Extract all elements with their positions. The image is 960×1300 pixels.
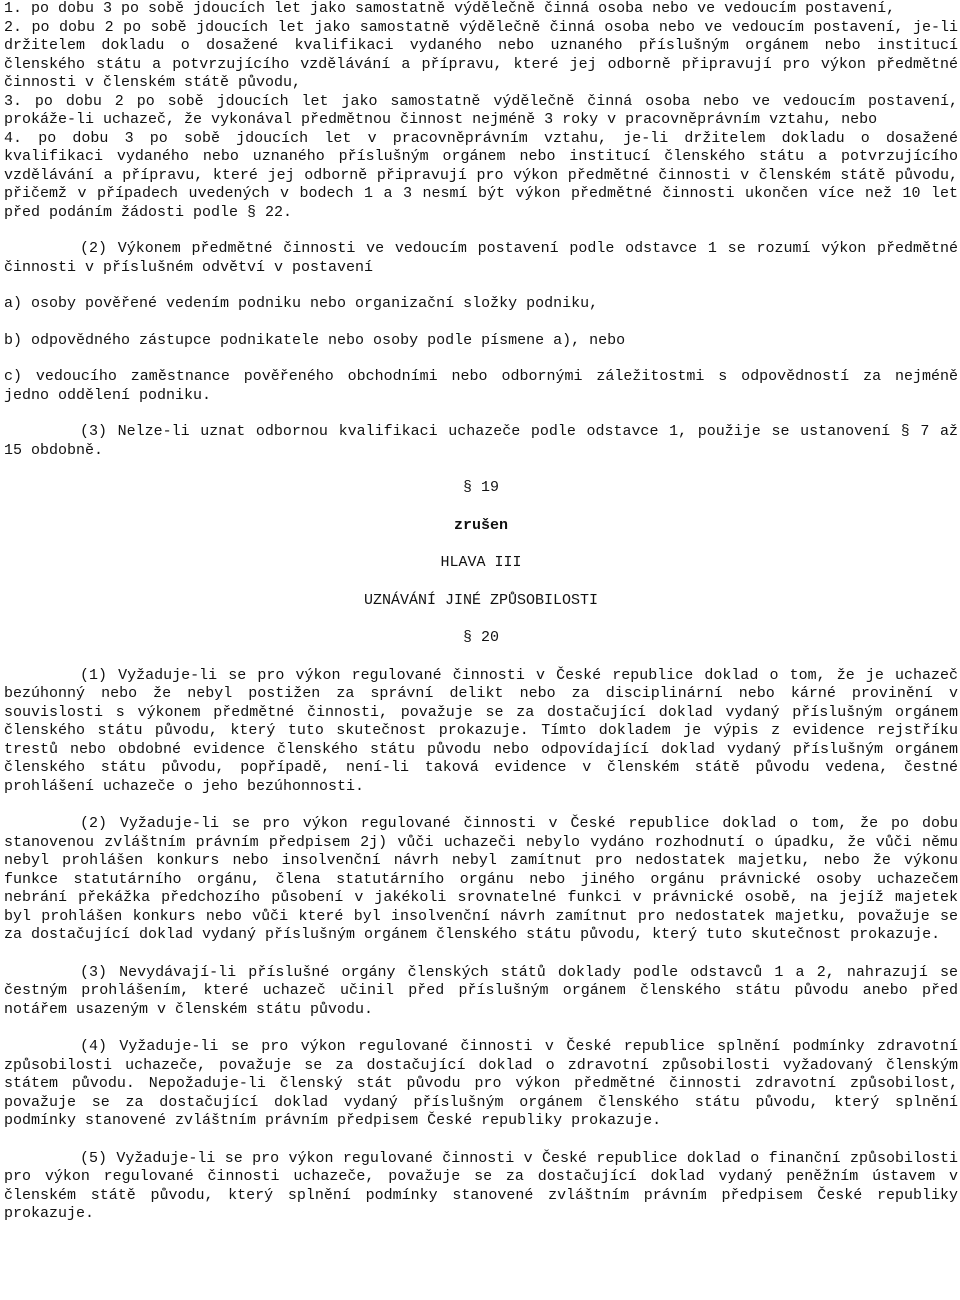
section-20-heading: § 20 — [462, 629, 499, 646]
list-item: 1. po dobu 3 po sobě jdoucích let jako samostatně výdělečně činná osoba nebo ve vedoucím postavení, — [4, 0, 896, 17]
section-18-paragraph-3: (3) Nelze-li uznat odbornou kvalifikaci uchazeče podle odstavce 1, použije se ustanovení § 7 až 15 obdobně. — [4, 423, 958, 459]
section-18-paragraph-2: (2) Výkonem předmětné činnosti ve vedoucím postavení podle odstavce 1 se rozumí výkon předmětné činnosti v příslušném odvětví v postavení — [4, 240, 958, 276]
part-heading: HLAVA III — [440, 554, 522, 571]
section-20-paragraph-4: (4) Vyžaduje-li se pro výkon regulované činnosti v České republice splnění podmínky zdravotní způsobilosti uchazeče, považuje se za dostačující doklad o zdravotní způsobilosti vyžadovaný členským státem původu. Nepožaduje-li členský stát původu pro výkon předmětné činnosti zdravotní způsobilost, považuje se za dostačující doklad vydaný příslušným orgánem členského státu původu, který splnění podmínky stanovené zvláštním právním předpisem České republiky prokazuje. — [4, 1038, 958, 1129]
section-18-item-b: b) odpovědného zástupce podnikatele nebo osoby podle písmene a), nebo — [4, 331, 626, 349]
list-item: 3. po dobu 2 po sobě jdoucích let jako samostatně výdělečně činná osoba nebo ve vedoucím postavení, prokáže-li uchazeč, že vykonával předmětnou činnost nejméně 3 roky v pracovněprávním vztahu, nebo — [4, 92, 958, 128]
document-page — [4, 0, 958, 1224]
section-20-paragraph-5: (5) Vyžaduje-li se pro výkon regulované činnosti v České republice doklad o finanční způsobilosti pro výkon regulované činnosti uchazeče, považuje se za dostačující doklad vydaný peněžním ústavem v členském státě původu, který splnění podmínky stanovené zvláštním právním předpisem České republiky prokazuje. — [4, 1149, 958, 1222]
section-18-list — [4, 0, 958, 222]
section-20-paragraph-3: (3) Nevydávají-li příslušné orgány členských států doklady podle odstavců 1 a 2, nahrazují se čestným prohlášením, které uchazeč učinil před příslušným orgánem členského státu původu anebo před notářem usazeným v členském státu původu. — [4, 963, 958, 1018]
section-19-heading: § 19 — [462, 479, 499, 496]
section-20-paragraph-2: (2) Vyžaduje-li se pro výkon regulované činnosti v České republice doklad o tom, že po dobu stanovenou zvláštním právním předpisem 2j) vůči uchazeči nebylo vydáno rozhodnutí o úpadku, že vůči němu nebyl prohlášen konkurs nebo insolvenční návrh nebyl zamítnut pro nedostatek majetku, nebo že výkonu funkce statutárního orgánu, člena statutárního orgánu nebo jiného orgánu právnické osoby uchazečem nebrání překážka předchozího působení v jakékoli srovnatelné funkci v právnické osobě, na jejíž majetek byl prohlášen konkurs nebo vůči které byl insolvenční návrh zamítnut pro nedostatek majetku, považuje se za dostačující doklad vydaný příslušným orgánem členského státu původu, který tuto skutečnost prokazuje. — [4, 815, 958, 943]
list-item: 2. po dobu 2 po sobě jdoucích let jako samostatně výdělečně činná osoba nebo ve vedoucím postavení, je-li držitelem dokladu o dosažené kvalifikaci vydaného nebo uznaného příslušným orgánem nebo institucí členského státu a potvrzujícího vzdělávání a přípravu, které jej odborně připravují pro výkon předmětné činnosti v členském státě původu, — [4, 18, 958, 91]
section-19-status: zrušen — [453, 516, 508, 534]
list-item: 4. po dobu 3 po sobě jdoucích let v pracovněprávním vztahu, je-li držitelem dokladu o dosažené kvalifikaci vydaného nebo uznaného příslušným orgánem nebo institucí členského státu a potvrzujícího vzdělávání a přípravu, které jej odborně připravují pro výkon předmětné činnosti v členském státě původu, přičemž v případech uvedených v bodech 1 a 3 nesmí být výkon předmětné činnosti ukončen více než 10 let před podáním žádosti podle § 22. — [4, 129, 958, 221]
section-18-item-a: a) osoby pověřené vedením podniku nebo organizační složky podniku, — [4, 295, 599, 312]
section-18-item-c: c) vedoucího zaměstnance pověřeného obchodními nebo odbornými záležitostmi s odpovědností za nejméně jedno oddělení podniku. — [4, 368, 958, 404]
part-subheading: UZNÁVÁNÍ JINÉ ZPŮSOBILOSTI — [363, 591, 599, 609]
section-20-paragraph-1: (1) Vyžaduje-li se pro výkon regulované činnosti v České republice doklad o tom, že je uchazeč bezúhonný nebo že nebyl postižen za správní delikt nebo za disciplinární nebo kárné provinění v souvislosti s výkonem předmětné činnosti, považuje se za dostačující doklad vydaný příslušným orgánem členského státu původu, který tuto skutečnost prokazuje. Tímto dokladem je výpis z evidence rejstříku trestů nebo obdobné evidence členského státu původu nebo odpovídající doklad vydaný příslušným orgánem členského státu původu, popřípadě, není-li taková evidence v členském státě původu vedena, čestné prohlášení uchazeče o jeho bezúhonnosti. — [4, 666, 958, 795]
